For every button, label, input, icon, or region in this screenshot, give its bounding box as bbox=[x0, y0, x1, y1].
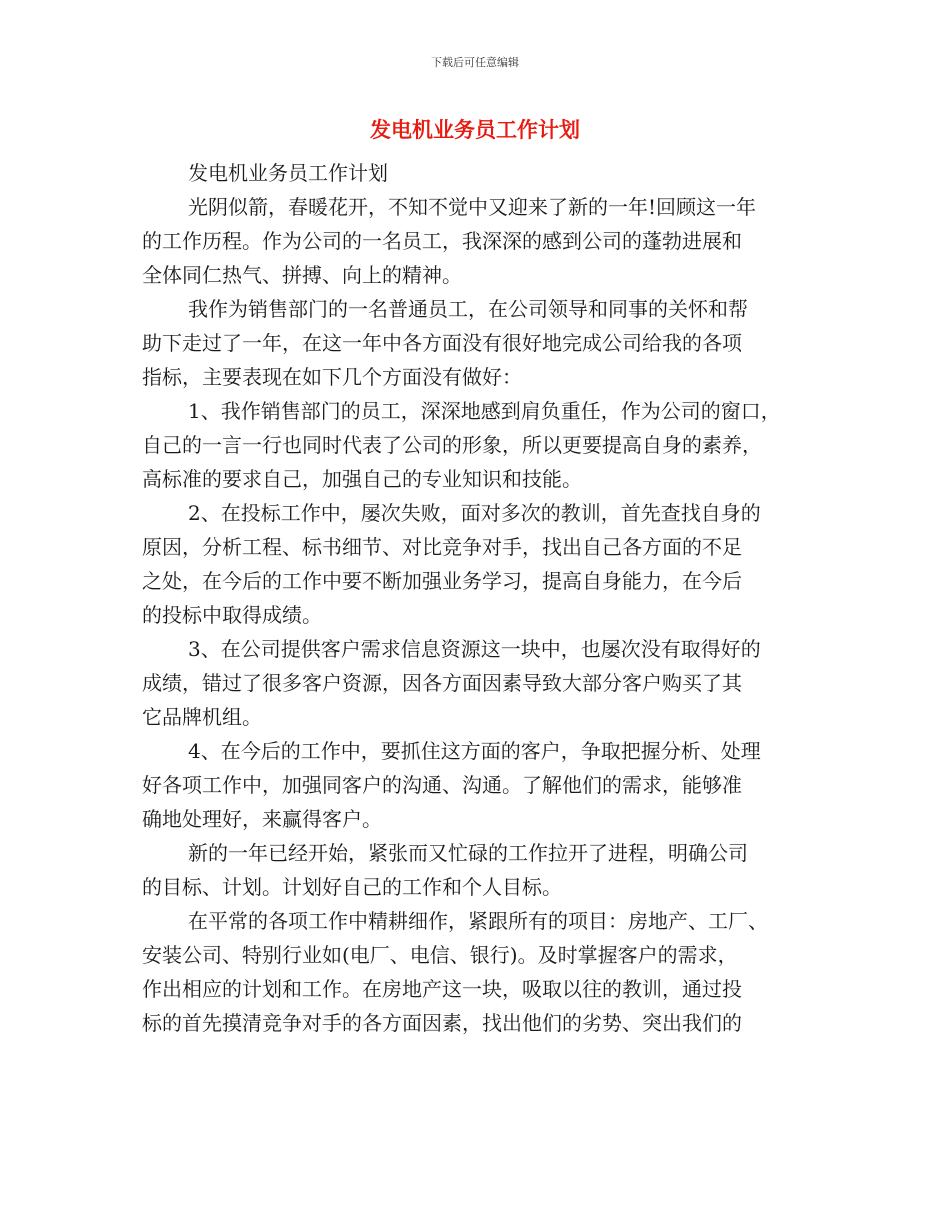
body-line: 标的首先摸清竞争对手的各方面因素，找出他们的劣势、突出我们的 bbox=[142, 1011, 742, 1035]
body-line: 的投标中取得成绩。 bbox=[142, 603, 322, 627]
body-line: 4、在今后的工作中，要抓住这方面的客户，争取把握分析、处理 bbox=[188, 739, 761, 763]
document-title: 发电机业务员工作计划 bbox=[370, 118, 580, 142]
header-note: 下载后可任意编辑 bbox=[431, 56, 519, 69]
body-line: 新的一年已经开始，紧张而又忙碌的工作拉开了进程，明确公司 bbox=[188, 841, 748, 865]
body-line: 在平常的各项工作中精耕细作，紧跟所有的项目：房地产、工厂、 bbox=[188, 909, 768, 933]
body-line: 助下走过了一年，在这一年中各方面没有很好地完成公司给我的各项 bbox=[142, 331, 742, 355]
body-line: 的工作历程。作为公司的一名员工，我深深的感到公司的蓬勃进展和 bbox=[142, 229, 742, 253]
body-line: 之处，在今后的工作中要不断加强业务学习，提高自身能力，在今后 bbox=[142, 569, 742, 593]
body-line: 它品牌机组。 bbox=[142, 705, 262, 729]
body-line: 3、在公司提供客户需求信息资源这一块中，也屡次没有取得好的 bbox=[188, 637, 761, 661]
body-line: 我作为销售部门的一名普通员工，在公司领导和同事的关怀和帮 bbox=[188, 297, 748, 321]
body-line: 高标准的要求自己，加强自己的专业知识和技能。 bbox=[142, 467, 582, 491]
body-line: 的目标、计划。计划好自己的工作和个人目标。 bbox=[142, 875, 562, 899]
body-line: 指标，主要表现在如下几个方面没有做好： bbox=[142, 365, 522, 389]
body-line: 全体同仁热气、拼搏、向上的精神。 bbox=[142, 263, 462, 287]
body-line: 原因，分析工程、标书细节、对比竞争对手，找出自己各方面的不足 bbox=[142, 535, 742, 559]
body-line: 光阴似箭，春暖花开，不知不觉中又迎来了新的一年!回顾这一年 bbox=[188, 195, 757, 219]
body-line: 安装公司、特别行业如(电厂、电信、银行)。及时掌握客户的需求， bbox=[142, 943, 738, 967]
body-line: 成绩，错过了很多客户资源，因各方面因素导致大部分客户购买了其 bbox=[142, 671, 742, 695]
body-line: 作出相应的计划和工作。在房地产这一块，吸取以往的教训，通过投 bbox=[142, 977, 742, 1001]
body-line: 好各项工作中，加强同客户的沟通、沟通。了解他们的需求，能够准 bbox=[142, 773, 742, 797]
document-body bbox=[142, 156, 818, 1040]
body-line: 1、我作销售部门的员工，深深地感到肩负重任，作为公司的窗口， bbox=[188, 399, 781, 423]
body-line: 发电机业务员工作计划 bbox=[188, 161, 388, 185]
body-line: 自己的一言一行也同时代表了公司的形象，所以更要提高自身的素养， bbox=[142, 433, 762, 457]
body-line: 2、在投标工作中，屡次失败，面对多次的教训，首先查找自身的 bbox=[188, 501, 761, 525]
body-line: 确地处理好，来赢得客户。 bbox=[142, 807, 382, 831]
